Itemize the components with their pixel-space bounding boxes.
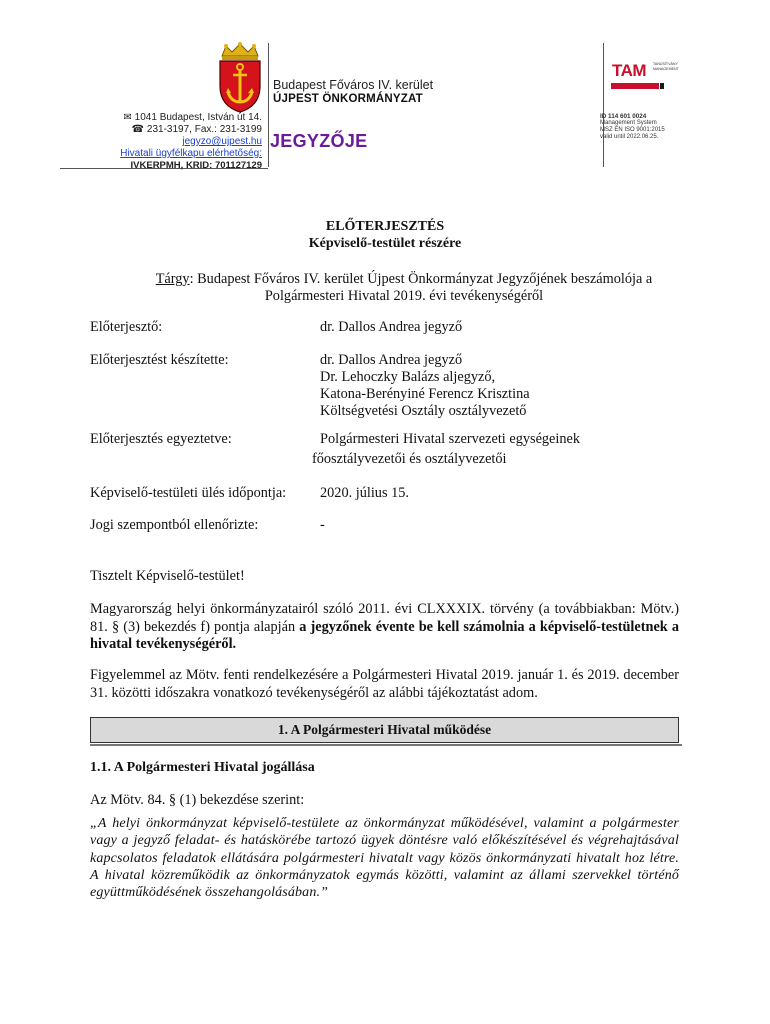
legal-quote: „A helyi önkormányzat képviselő-testülete az önkormányzat működésével, valamint a polgármester vagy a jegyző feladat- és hatáskörébe tartozó ügyek döntésre való előkészítésével és végrehajtásával kapcsolatos feladatok ellátására polgármesteri hivatalt vagy közös önkormányzati hivatalt hoz létre. A hivatal közreműködik az önkormányzatok egymás közötti, valamint az állami szervekkel történő együttműködésének összehangolásában.” [90, 816, 679, 901]
subject-text-line2: Polgármesteri Hivatal 2019. évi tevékenységéről [264, 288, 544, 304]
field-value: Katona-Berényiné Ferencz Krisztina [320, 386, 530, 402]
subject-label: Tárgy [155, 271, 190, 287]
phone-text: 231-3197, Fax.: 231-3199 [146, 124, 262, 135]
cert-line: MSZ EN ISO 9001:2015 [600, 127, 665, 133]
field-value: főosztályvezetői és osztályvezetői [312, 451, 507, 467]
letterhead-divider [268, 43, 269, 167]
email-link[interactable]: jegyzo@ujpest.hu [182, 136, 262, 147]
subject-text: : Budapest Főváros IV. kerület Újpest Önkormányzat Jegyzőjének beszámolója a [189, 271, 653, 287]
field-value: dr. Dallos Andrea jegyző [320, 352, 463, 368]
field-value: Polgármesteri Hivatal szervezeti egységeinek [320, 431, 581, 447]
krid-text: IVKERPMH, KRID: 701127129 [130, 160, 262, 171]
coat-of-arms-icon [214, 42, 266, 114]
field-value: - [320, 517, 325, 533]
field-label: Előterjesztő: [90, 319, 163, 335]
subject [114, 271, 694, 305]
cert-line: valid until 2022.06.25. [600, 134, 659, 140]
field-value: 2020. július 15. [320, 485, 409, 501]
section-heading: 1. A Polgármesteri Hivatal működése [90, 717, 679, 743]
address-text: 1041 Budapest, István út 14. [134, 112, 262, 123]
office-title: JEGYZŐJE [270, 131, 368, 151]
paragraph: Figyelemmel az Mötv. fenti rendelkezésére a Polgármesteri Hivatal 2019. január 1. és 2019. december 31. közötti időszakra vonatkozó tevékenységéről az alábbi tájékoztatást adom. [90, 667, 679, 701]
phone-icon: ☎ [131, 124, 145, 135]
greeting: Tisztelt Képviselő-testület! [90, 568, 245, 584]
certification-block [600, 113, 698, 141]
field-value: dr. Dallos Andrea jegyző [320, 319, 463, 335]
cert-line: Management System [600, 120, 657, 126]
paragraph-bold-text: a jegyzőnek évente be kell számolnia a képviselő-testületnek a hivatal tevékenységéről. [90, 618, 679, 652]
city-line: Budapest Főváros IV. kerület [273, 78, 434, 92]
document-subtitle: Képviselő-testület részére [308, 236, 462, 251]
contact-block [60, 112, 262, 172]
document-title: ELŐTERJESZTÉS [325, 219, 445, 234]
tam-logo-text: TAM [612, 61, 647, 80]
field-label: Előterjesztést készítette: [90, 352, 229, 368]
paragraph [90, 601, 679, 654]
portal-link[interactable]: Hivatali ügyfélkapu elérhetőség: [120, 148, 262, 159]
organization-name: ÚJPEST ÖNKORMÁNYZAT [273, 93, 423, 105]
tam-small-text: TANÚSÍTVÁNY MANAGEMENT [653, 62, 679, 71]
paragraph-text: Magyarország helyi önkormányzatairól szóló 2011. évi CLXXXIX. törvény (a továbbiakban: Mötv.) 81. § (3) bekezdés f) pontja alapján [90, 601, 679, 635]
cert-id: ID 114 601 0024 [600, 113, 647, 120]
letterhead-divider-right [603, 43, 604, 167]
field-label: Képviselő-testületi ülés időpontja: [90, 485, 287, 501]
field-label: Előterjesztés egyeztetve: [90, 431, 232, 447]
field-value: Költségvetési Osztály osztályvezető [320, 403, 527, 419]
field-value: Dr. Lehoczky Balázs aljegyző, [320, 369, 496, 385]
envelope-icon: ✉ [123, 112, 132, 123]
quote-intro: Az Mötv. 84. § (1) bekezdése szerint: [90, 792, 305, 808]
subsection-heading: 1.1. A Polgármesteri Hivatal jogállása [90, 760, 315, 775]
field-label: Jogi szempontból ellenőrizte: [90, 517, 259, 533]
